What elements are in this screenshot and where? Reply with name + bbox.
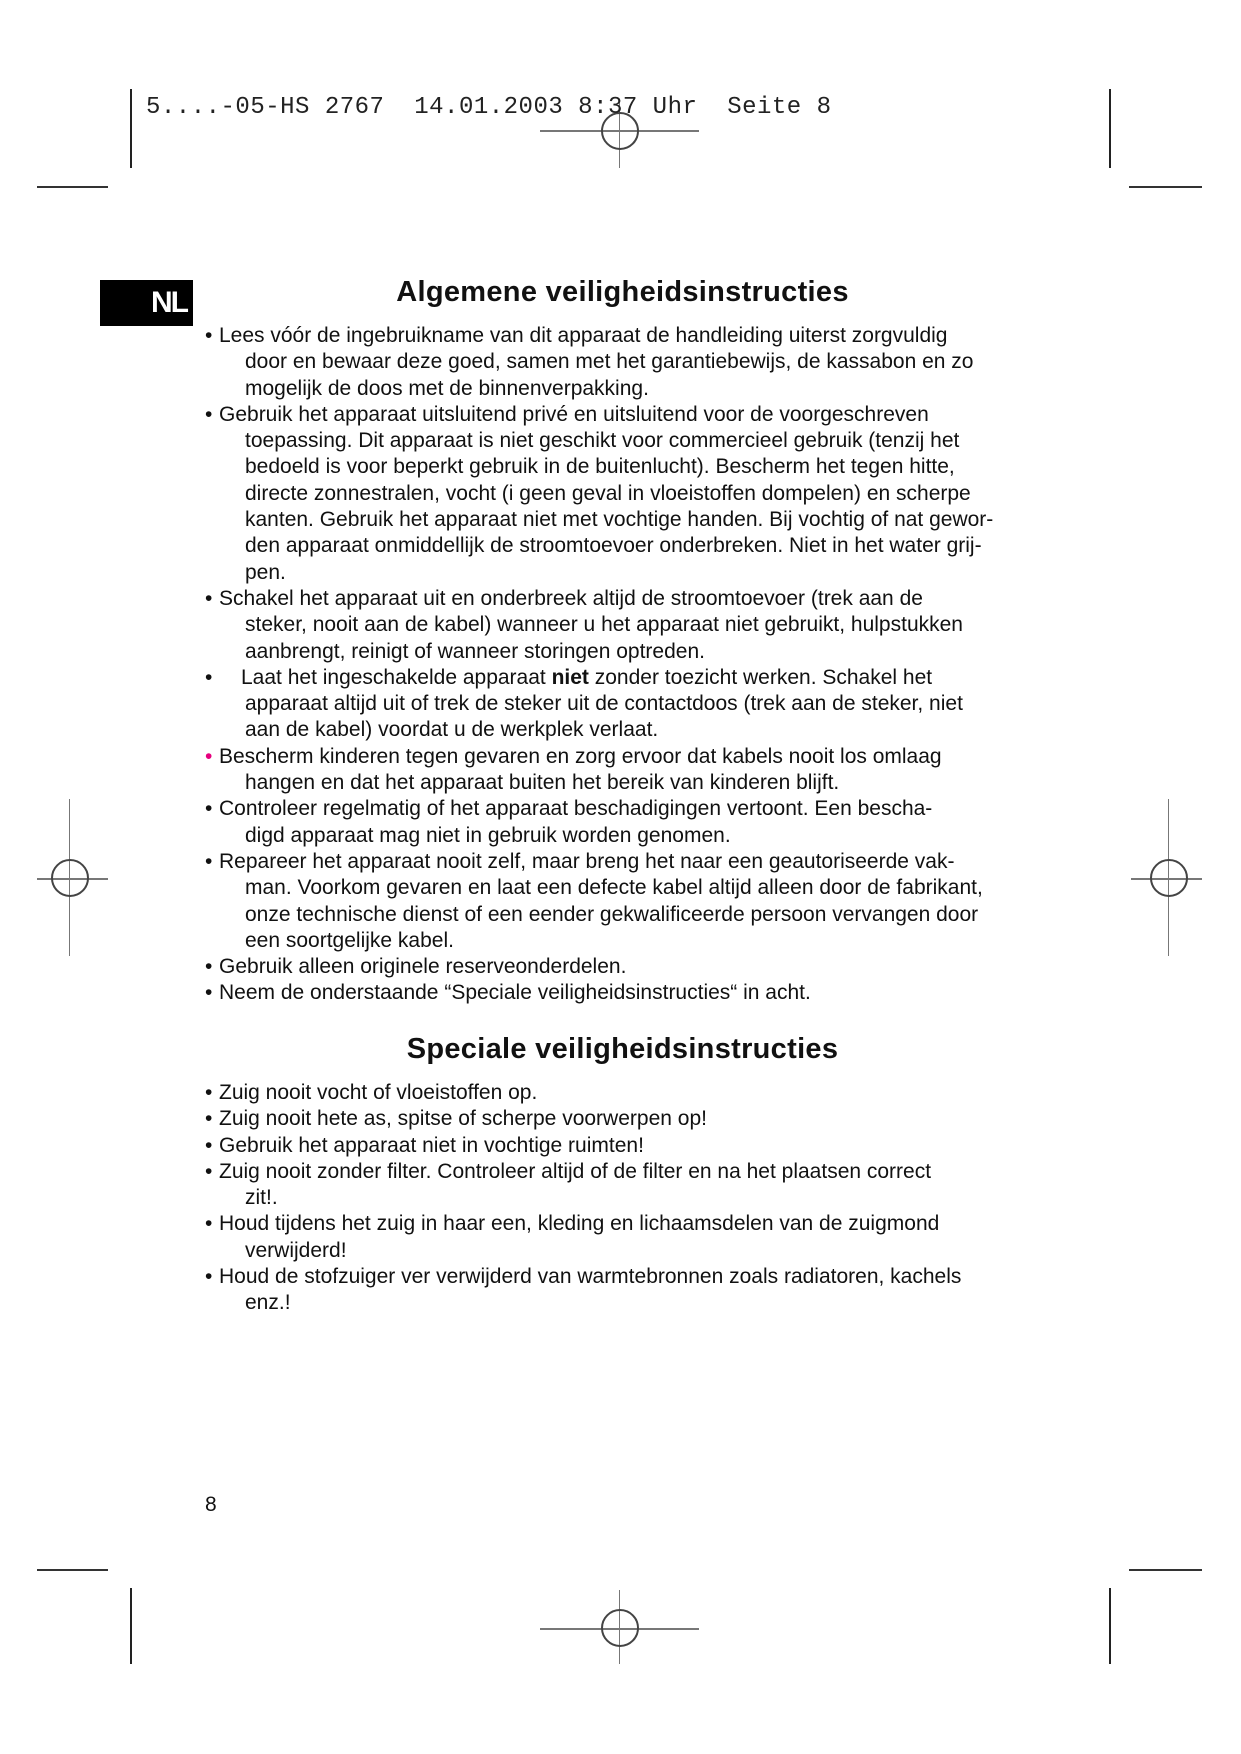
line-text: apparaat altijd uit of trek de steker uit de contactdoos (trek aan de steker, niet <box>245 692 963 716</box>
line-text: Gebruik het apparaat niet in vochtige ruimten! <box>219 1133 644 1157</box>
language-tab: NL <box>100 280 193 326</box>
list-item <box>205 1159 961 1212</box>
bullet-icon: • <box>205 324 213 347</box>
list-item-line <box>205 770 993 796</box>
line-text: Bescherm kinderen tegen gevaren en zorg ervoor dat kabels nooit los omlaag <box>219 744 942 768</box>
list-item-line <box>205 823 993 849</box>
list-item-line <box>205 980 993 1006</box>
line-text: man. Voorkom gevaren en laat een defecte kabel altijd alleen door de fabrikant, <box>245 876 983 900</box>
list-item-line <box>205 928 993 954</box>
bullet-icon: • <box>205 1159 213 1183</box>
line-text: zit!. <box>245 1186 278 1210</box>
general-safety-list <box>205 323 993 1007</box>
list-item-line <box>205 1133 961 1159</box>
list-item <box>205 954 993 980</box>
list-item <box>205 586 993 665</box>
line-text: Houd de stofzuiger ver verwijderd van warmtebronnen zoals radiatoren, kachels <box>219 1265 962 1289</box>
list-item-line <box>205 586 993 612</box>
line-text: Neem de onderstaande “Speciale veiligheidsinstructies“ in acht. <box>219 981 811 1005</box>
line-text: Controleer regelmatig of het apparaat beschadigingen vertoont. Een bescha- <box>219 797 933 821</box>
section-title-special: Speciale veiligheidsinstructies <box>406 1033 839 1065</box>
list-item-line <box>205 875 993 901</box>
line-text: Repareer het apparaat nooit zelf, maar breng het naar een geautoriseerde vak- <box>219 849 955 873</box>
list-item-line <box>205 744 993 770</box>
line-text: een soortgelijke kabel. <box>245 928 454 952</box>
line-text: den apparaat onmiddellijk de stroomtoevoer onderbreken. Niet in het water grij- <box>245 534 982 558</box>
bullet-icon: • <box>205 797 213 821</box>
list-item <box>205 1211 961 1264</box>
line-text: Lees vóór de ingebruikname van dit apparaat de handleiding uiterst zorgvuldig <box>219 324 948 347</box>
line-text: digd apparaat mag niet in gebruik worden genomen. <box>245 823 731 847</box>
list-item <box>205 1264 961 1317</box>
list-item-line <box>205 560 993 586</box>
line-text: door en bewaar deze goed, samen met het garantiebewijs, de kassabon en zo <box>245 350 974 374</box>
list-item-line <box>205 481 993 507</box>
special-safety-list <box>205 1080 961 1317</box>
crop-mark <box>37 1569 108 1571</box>
list-item-line <box>205 612 993 638</box>
crop-mark <box>1109 1588 1111 1664</box>
line-text: enz.! <box>245 1291 291 1315</box>
bullet-icon: • <box>205 665 213 689</box>
list-item-line <box>205 849 993 875</box>
list-item-line <box>205 454 993 480</box>
list-item <box>205 980 993 1006</box>
line-text: Laat het ingeschakelde apparaat <box>241 665 552 689</box>
list-item-line <box>205 402 993 428</box>
list-item <box>205 665 993 744</box>
line-text: aanbrengt, reinigt of wanneer storingen optreden. <box>245 639 705 663</box>
list-item-line <box>205 1185 961 1211</box>
bullet-icon: • <box>205 1133 213 1157</box>
list-item <box>205 1133 961 1159</box>
line-text: hangen en dat het apparaat buiten het bereik van kinderen blijft. <box>245 771 840 795</box>
line-text: zonder toezicht werken. Schakel het <box>588 665 933 689</box>
crop-mark <box>1129 1569 1202 1571</box>
list-item-line <box>205 954 993 980</box>
bullet-icon: • <box>205 849 213 873</box>
line-text: Schakel het apparaat uit en onderbreek altijd de stroomtoevoer (trek aan de <box>219 586 923 610</box>
list-item <box>205 796 993 849</box>
list-item-line <box>205 1264 961 1290</box>
list-item-line <box>205 507 993 533</box>
line-text: mogelijk de doos met de binnenverpakking. <box>245 376 649 400</box>
crop-mark <box>130 1588 132 1664</box>
list-item-line <box>205 796 993 822</box>
list-item-line <box>205 376 993 402</box>
line-text: kanten. Gebruik het apparaat niet met vochtige handen. Bij vochtig of nat gewor- <box>245 508 994 532</box>
line-text: aan de kabel) voordat u de werkplek verlaat. <box>245 718 659 742</box>
line-text: Zuig nooit zonder filter. Controleer altijd of de filter en na het plaatsen correct <box>219 1159 932 1183</box>
bullet-icon: • <box>205 1107 213 1131</box>
list-item-line <box>205 1290 961 1316</box>
list-item-line <box>205 691 993 717</box>
bullet-icon: • <box>205 1212 213 1236</box>
list-item-line <box>205 639 993 665</box>
bullet-icon: • <box>205 1081 213 1104</box>
list-item <box>205 402 993 586</box>
list-item-line <box>205 1080 961 1106</box>
line-text: directe zonnestralen, vocht (i geen geval in vloeistoffen dompelen) en scherpe <box>245 481 971 505</box>
list-item-line <box>205 717 993 743</box>
bullet-icon: • <box>205 981 213 1005</box>
line-text: Zuig nooit vocht of vloeistoffen op. <box>219 1081 538 1104</box>
crop-mark <box>130 89 132 168</box>
list-item <box>205 1080 961 1106</box>
line-text: bedoeld is voor beperkt gebruik in de buitenlucht). Bescherm het tegen hitte, <box>245 455 955 479</box>
bullet-icon: • <box>205 744 213 768</box>
list-item <box>205 323 993 402</box>
list-item <box>205 849 993 954</box>
line-text: onze technische dienst of een eender gekwalificeerde persoon vervangen door <box>245 902 979 926</box>
list-item-line <box>205 1106 961 1132</box>
list-item-line <box>205 1211 961 1237</box>
crop-mark <box>1109 89 1111 168</box>
line-text: verwijderd! <box>245 1238 347 1262</box>
list-item-line <box>205 323 993 349</box>
list-item-line <box>205 1238 961 1264</box>
list-item-line <box>205 349 993 375</box>
line-text: Zuig nooit hete as, spitse of scherpe voorwerpen op! <box>219 1107 707 1131</box>
list-item-line <box>205 428 993 454</box>
crop-mark <box>1129 186 1202 188</box>
bullet-icon: • <box>205 1265 213 1289</box>
line-text: toepassing. Dit apparaat is niet geschikt voor commercieel gebruik (tenzij het <box>245 429 960 453</box>
page-number: 8 <box>205 1493 217 1516</box>
list-item-line <box>205 1159 961 1185</box>
line-text: Houd tijdens het zuig in haar een, kleding en lichaamsdelen van de zuigmond <box>219 1212 940 1236</box>
bullet-icon: • <box>205 586 213 610</box>
line-text: steker, nooit aan de kabel) wanneer u het apparaat niet gebruikt, hulpstukken <box>245 613 963 637</box>
emphasis-text: niet <box>551 665 589 689</box>
list-item <box>205 744 993 797</box>
line-text: Gebruik het apparaat uitsluitend privé en uitsluitend voor de voorgeschreven <box>219 402 929 426</box>
bullet-icon: • <box>205 955 213 979</box>
section-title-general: Algemene veiligheidsinstructies <box>396 276 849 308</box>
bullet-icon: • <box>205 402 213 426</box>
list-item-line <box>205 533 993 559</box>
line-text: pen. <box>245 560 286 584</box>
line-text: Gebruik alleen originele reserveonderdelen. <box>219 955 627 979</box>
list-item <box>205 1106 961 1132</box>
list-item-line <box>205 665 993 691</box>
print-header: 5....-05-HS 2767 14.01.2003 8:37 Uhr Seite 8 <box>146 94 832 121</box>
list-item-line <box>205 902 993 928</box>
crop-mark <box>37 186 108 188</box>
